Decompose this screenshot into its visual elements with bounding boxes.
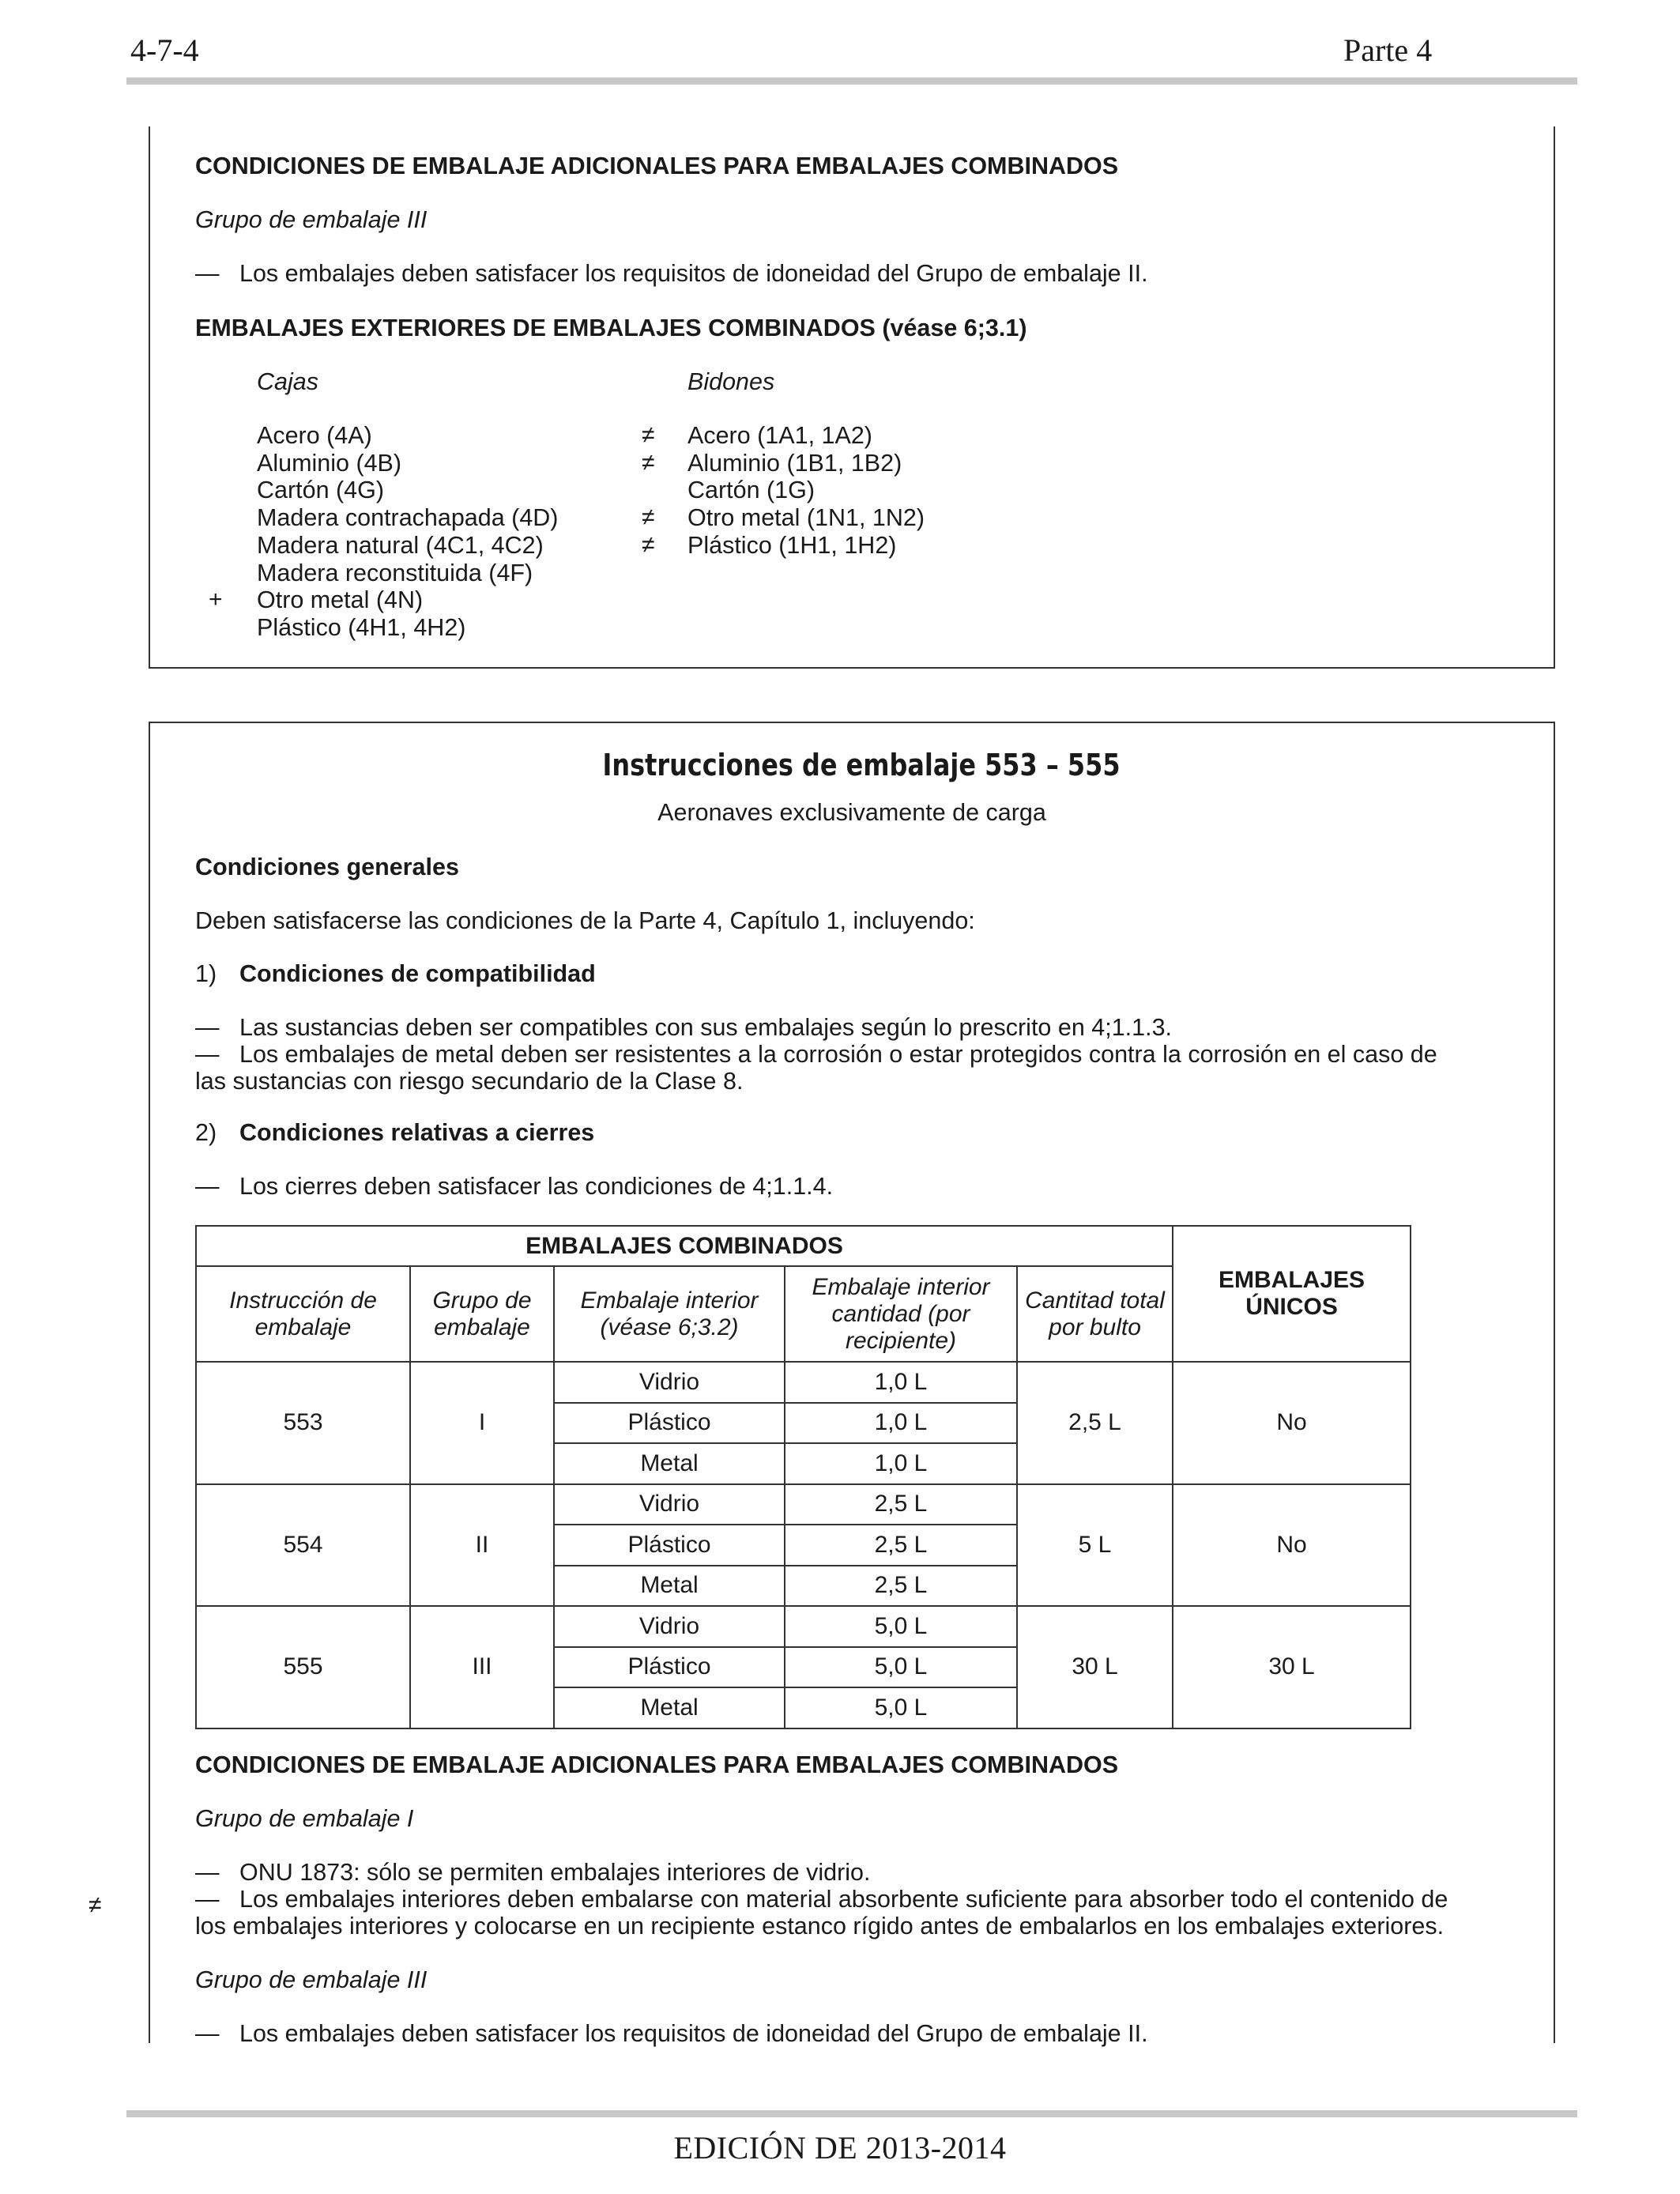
inner-quantity-cell: 1,0 L: [785, 1403, 1017, 1444]
inner-material-cell: Vidrio: [554, 1362, 785, 1403]
group-cell: II: [410, 1484, 554, 1607]
inner-material-cell: Plástico: [554, 1525, 785, 1566]
cajas-item: Plástico (4H1, 4H2): [257, 613, 466, 641]
total-quantity-cell: 2,5 L: [1017, 1362, 1173, 1484]
group3-item: Los embalajes deben satisfacer los requisitos de idoneidad del Grupo de embalaje II.: [239, 2020, 1148, 2047]
header-rule: [126, 77, 1577, 85]
page-number: 4-7-4: [130, 32, 199, 68]
group-cell: III: [410, 1606, 554, 1728]
cajas-item: Madera reconstituida (4F): [257, 559, 533, 586]
cond1-item2-dash: —: [195, 1041, 220, 1068]
cond1-number: 1): [195, 960, 217, 987]
table-row: [196, 1484, 1411, 1525]
col-group-header: Grupo de embalaje: [410, 1266, 554, 1362]
cond2-title: Condiciones relativas a cierres: [239, 1119, 595, 1146]
cajas-item: Madera contrachapada (4D): [257, 504, 559, 532]
bidones-item: Otro metal (1N1, 1N2): [687, 504, 925, 532]
cajas-item: Cartón (4G): [257, 477, 385, 504]
table-row: [196, 1606, 1411, 1647]
bidones-item: Cartón (1G): [687, 477, 816, 504]
cond2-item1-dash: —: [195, 1173, 220, 1200]
bidones-item: Plástico (1H1, 1H2): [687, 531, 897, 559]
group1-item2-dash: —: [195, 1886, 220, 1913]
box2-left-border: [149, 722, 150, 2043]
inner-material-cell: Plástico: [554, 1647, 785, 1688]
packing-table: [195, 1225, 1411, 1729]
additional-conditions-heading: CONDICIONES DE EMBALAJE ADICIONALES PARA EMBALAJES COMBINADOS: [195, 1751, 1119, 1778]
group3-label: Grupo de embalaje III: [195, 1966, 428, 1993]
box1-group3-label: Grupo de embalaje III: [195, 206, 428, 233]
general-conditions-heading: Condiciones generales: [195, 854, 459, 880]
inner-material-cell: Vidrio: [554, 1484, 785, 1525]
inner-material-cell: Metal: [554, 1566, 785, 1607]
group1-item1: ONU 1873: sólo se permiten embalajes interiores de vidrio.: [239, 1859, 871, 1886]
box1-heading-additional: CONDICIONES DE EMBALAJE ADICIONALES PARA EMBALAJES COMBINADOS: [195, 153, 1119, 179]
footer-rule: [126, 2110, 1577, 2117]
total-quantity-cell: 30 L: [1017, 1606, 1173, 1728]
box1-bottom-border: [149, 667, 1555, 669]
inner-quantity-cell: 5,0 L: [785, 1687, 1017, 1728]
bidones-item: Acero (1A1, 1A2): [687, 422, 872, 449]
box2-right-border: [1554, 722, 1555, 2043]
cond1-item1: Las sustancias deben ser compatibles con sus embalajes según lo prescrito en 4;1.1.3.: [239, 1014, 1173, 1041]
inner-material-cell: Plástico: [554, 1403, 785, 1444]
cond2-number: 2): [195, 1119, 217, 1146]
cond1-item2-line2: las sustancias con riesgo secundario de la Clase 8.: [195, 1068, 744, 1095]
instruction-cell: 554: [196, 1484, 410, 1607]
box1-right-border: [1554, 126, 1555, 669]
cajas-item: Acero (4A): [257, 422, 372, 449]
group1-label: Grupo de embalaje I: [195, 1805, 414, 1832]
table-row: [196, 1362, 1411, 1403]
combined-packaging-header: EMBALAJES COMBINADOS: [196, 1226, 1173, 1266]
general-conditions-intro: Deben satisfacerse las condiciones de la Parte 4, Capítulo 1, incluyendo:: [195, 907, 975, 934]
margin-change-mark: ≠: [89, 1892, 102, 1918]
bidones-mark: ≠: [642, 449, 655, 476]
col-total-header: Cantitad total por bulto: [1017, 1266, 1173, 1362]
instruction-title: Instrucciones de embalaje 553 – 555: [602, 748, 1121, 782]
box1-group3-item: Los embalajes deben satisfacer los requisitos de idoneidad del Grupo de embalaje II.: [239, 260, 1148, 287]
box1-left-border: [149, 126, 150, 669]
inner-quantity-cell: 5,0 L: [785, 1606, 1017, 1647]
inner-material-cell: Metal: [554, 1687, 785, 1728]
inner-quantity-cell: 1,0 L: [785, 1362, 1017, 1403]
edition-label: EDICIÓN DE 2013-2014: [673, 2130, 1007, 2166]
single-packaging-header: EMBALAJES ÚNICOS: [1173, 1226, 1411, 1362]
total-quantity-cell: 5 L: [1017, 1484, 1173, 1607]
inner-quantity-cell: 2,5 L: [785, 1566, 1017, 1607]
box1-heading-outer: EMBALAJES EXTERIORES DE EMBALAJES COMBINADOS (véase 6;3.1): [195, 315, 1027, 341]
col-inner-qty-header: Embalaje interior cantidad (por recipiente): [785, 1266, 1017, 1362]
inner-material-cell: Vidrio: [554, 1606, 785, 1647]
cond1-title: Condiciones de compatibilidad: [239, 960, 596, 987]
single-packaging-cell: No: [1173, 1484, 1411, 1607]
bidones-mark: ≠: [642, 531, 655, 558]
bidones-mark: ≠: [642, 422, 655, 448]
col-inner-header: Embalaje interior (véase 6;3.2): [554, 1266, 785, 1362]
bidones-item: Aluminio (1B1, 1B2): [687, 449, 902, 477]
inner-quantity-cell: 2,5 L: [785, 1525, 1017, 1566]
box1-group3-dash: —: [195, 260, 220, 287]
cajas-item: Aluminio (4B): [257, 449, 402, 477]
cond1-item1-dash: —: [195, 1014, 220, 1041]
single-packaging-cell: No: [1173, 1362, 1411, 1484]
group1-item1-dash: —: [195, 1859, 220, 1886]
instruction-cell: 553: [196, 1362, 410, 1484]
box2-top-border: [149, 722, 1555, 723]
single-packaging-cell: 30 L: [1173, 1606, 1411, 1728]
part-label: Parte 4: [1343, 32, 1433, 68]
inner-quantity-cell: 2,5 L: [785, 1484, 1017, 1525]
cajas-label: Cajas: [257, 368, 318, 395]
group-cell: I: [410, 1362, 554, 1484]
inner-quantity-cell: 1,0 L: [785, 1443, 1017, 1484]
group1-item2-line1: Los embalajes interiores deben embalarse con material absorbente suficiente para absorber todo el contenido de: [239, 1886, 1448, 1913]
group3-item-dash: —: [195, 2020, 220, 2047]
cajas-item: Otro metal (4N): [257, 586, 424, 614]
cond1-item2-line1: Los embalajes de metal deben ser resistentes a la corrosión o estar protegidos contra la corrosión en el caso de: [239, 1041, 1437, 1068]
cajas-item: Madera natural (4C1, 4C2): [257, 531, 544, 559]
instruction-cell: 555: [196, 1606, 410, 1728]
inner-material-cell: Metal: [554, 1443, 785, 1484]
bidones-label: Bidones: [687, 368, 775, 395]
col-instruction-header: Instrucción de embalaje: [196, 1266, 410, 1362]
cajas-mark: +: [209, 586, 223, 613]
instruction-subtitle: Aeronaves exclusivamente de carga: [657, 799, 1046, 826]
bidones-mark: ≠: [642, 504, 655, 531]
inner-quantity-cell: 5,0 L: [785, 1647, 1017, 1688]
group1-item2-line2: los embalajes interiores y colocarse en un recipiente estanco rígido antes de embalarlos en los embalajes exteriores.: [195, 1913, 1445, 1940]
cond2-item1: Los cierres deben satisfacer las condiciones de 4;1.1.4.: [239, 1173, 834, 1200]
